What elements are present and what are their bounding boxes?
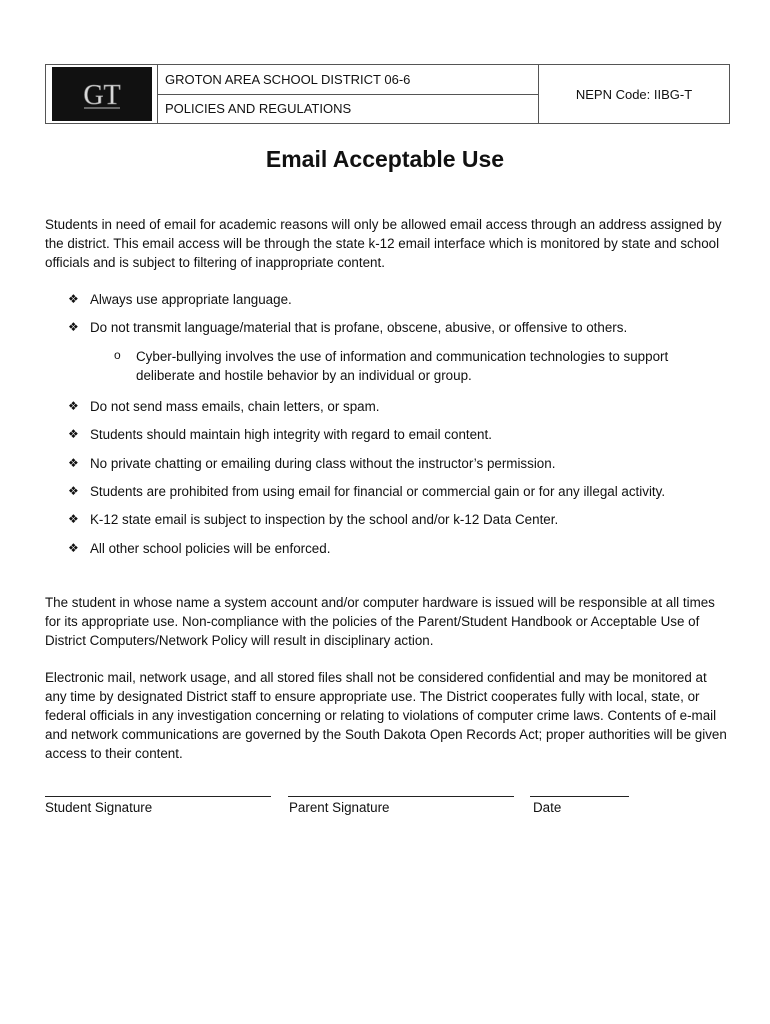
list-item — [68, 539, 728, 558]
student-signature-line[interactable] — [45, 796, 271, 797]
list-item-text: No private chatting or emailing during class without the instructor’s permission. — [90, 455, 556, 471]
rules-list — [68, 290, 728, 567]
diamond-bullet-icon: ❖ — [68, 540, 79, 555]
list-item — [68, 510, 728, 529]
list-item-text: Do not transmit language/material that is profane, obscene, abusive, or offensive to others. — [90, 320, 628, 336]
student-signature-label: Student Signature — [45, 800, 153, 815]
gt-logo-icon — [72, 74, 132, 114]
list-item-text: Always use appropriate language. — [90, 292, 292, 307]
list-item — [68, 482, 728, 501]
diamond-bullet-icon: ❖ — [68, 427, 79, 442]
list-item — [68, 318, 728, 337]
section-name: POLICIES AND REGULATIONS — [165, 101, 352, 117]
list-item-text: Do not send mass emails, chain letters, or spam. — [90, 398, 380, 414]
policy-code: NEPN Code: IIBG-T — [575, 86, 693, 102]
hollow-circle-icon: o — [114, 347, 121, 362]
logo-text: GT — [82, 80, 121, 111]
sub-list-item — [68, 347, 728, 385]
district-logo — [52, 67, 152, 121]
diamond-bullet-icon: ❖ — [68, 320, 79, 335]
district-name: GROTON AREA SCHOOL DISTRICT 06-6 — [158, 65, 538, 95]
list-item-text: K-12 state email is subject to inspection by the school and/or k-12 Data Center. — [90, 512, 559, 528]
logo-cell — [46, 65, 158, 123]
list-item-text: Students are prohibited from using email for financial or commercial gain or for any illegal activity. — [90, 483, 666, 499]
district-info-cell — [158, 65, 539, 123]
document-header — [45, 64, 730, 124]
intro-paragraph: Students in need of email for academic reasons will only be allowed email access through an address assigned by the district. This email access will be through the state k-12 email interface which is monitored by state and school officials and is subject to filtering of inappropriate content. — [45, 217, 722, 270]
diamond-bullet-icon: ❖ — [68, 483, 79, 498]
list-item — [68, 397, 728, 416]
diamond-bullet-icon: ❖ — [68, 292, 79, 306]
diamond-bullet-icon: ❖ — [68, 398, 79, 413]
list-item — [68, 454, 728, 473]
list-item-text: All other school policies will be enforced. — [90, 540, 331, 556]
responsibility-paragraph: The student in whose name a system account and/or computer hardware is issued will be responsible at all times for its appropriate use. Non-compliance with the policies of the Parent/Student Handbook or Acceptable Use of District Computers/Network Policy will result in disciplinary action. — [45, 595, 715, 648]
diamond-bullet-icon: ❖ — [68, 512, 79, 527]
list-item-text: Students should maintain high integrity with regard to email content. — [90, 427, 492, 443]
date-label: Date — [533, 800, 562, 815]
list-item — [68, 425, 728, 444]
date-line[interactable] — [530, 796, 629, 797]
list-item — [68, 290, 728, 309]
parent-signature-label: Parent Signature — [289, 800, 390, 815]
diamond-bullet-icon: ❖ — [68, 455, 79, 470]
page-title: Email Acceptable Use — [265, 146, 505, 172]
sub-list-item-text: Cyber-bullying involves the use of information and communication technologies to support deliberate and hostile behavior by an individual or group. — [136, 348, 669, 383]
monitoring-paragraph: Electronic mail, network usage, and all stored files shall not be considered confidential and may be monitored at any time by designated District staff to ensure appropriate use. The District cooperates fully with local, state, or federal officials in any investigation concerning or relating to violations of computer crime laws. Contents of e-mail and network communications are governed by the South Dakota Open Records Act; proper authorities will be given access to their content. — [45, 670, 727, 761]
parent-signature-line[interactable] — [288, 796, 514, 797]
